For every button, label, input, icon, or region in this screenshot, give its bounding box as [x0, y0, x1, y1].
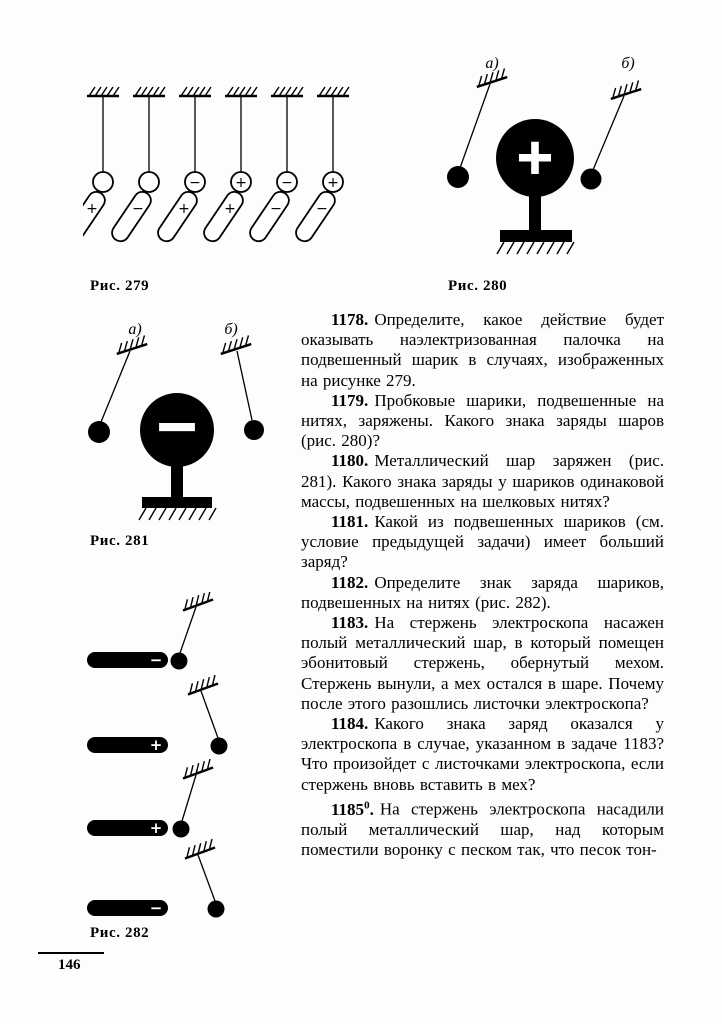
problem-text: Пробковые шарики, подвешенные на нитях, заряжены. Какого знака заряды шаров (рис. 280)? — [301, 390, 664, 451]
problem-number: 1184. — [331, 714, 369, 734]
string — [198, 855, 215, 901]
figure-281 — [85, 318, 290, 530]
suspended-ball — [171, 653, 188, 670]
big-ball-sign: + — [514, 129, 556, 185]
suspended-ball — [211, 738, 228, 755]
problem — [301, 512, 664, 573]
support-hatch-icon — [608, 80, 641, 98]
pendulum — [247, 87, 303, 245]
pendulum — [109, 87, 165, 245]
rod-sign: − — [149, 651, 163, 669]
figure-label-b: б) — [224, 321, 238, 338]
string — [180, 607, 196, 653]
support-hatch-icon — [317, 87, 349, 96]
problem — [301, 391, 664, 452]
suspended-ball — [208, 901, 225, 918]
problem-number: 1181. — [331, 512, 369, 532]
figure-280 — [440, 52, 670, 277]
problem — [301, 310, 664, 391]
figure-279-caption: Рис. 279 — [90, 278, 150, 294]
string — [593, 96, 624, 170]
suspended-ball — [139, 172, 159, 192]
rod-sign: − — [270, 201, 282, 217]
string — [101, 351, 130, 422]
problem-text: На стержень электроскопа насажен полый металлический шар, в который помещен эбонитовый стержень, обернутый мехом. Стержень вынули, а мех остался в шаре. Почему после этого разошлись листочки электроскопа? — [301, 613, 664, 713]
figure-282 — [85, 592, 260, 932]
rod-sign: + — [86, 201, 98, 217]
suspended-ball — [88, 421, 110, 443]
rod-ball-row — [87, 592, 213, 670]
problem-number: 1183. — [331, 613, 369, 633]
ground-hatch-icon — [497, 242, 574, 254]
pendulum — [293, 87, 349, 245]
suspended-ball — [173, 821, 190, 838]
problem — [301, 714, 664, 795]
rod-sign: + — [178, 201, 190, 217]
suspended-ball — [93, 172, 113, 192]
support-hatch-icon — [218, 335, 251, 353]
rod-sign: + — [149, 819, 163, 837]
rod-sign: − — [132, 201, 144, 217]
problem — [301, 573, 664, 613]
problem-text: Какого знака заряд оказался у электроскопа в случае, указанном в задаче 1183? Что произойдет с листочками электроскопа, если стержень вновь вставить в мех? — [301, 714, 664, 794]
problem-number: 1179. — [331, 390, 369, 410]
stand-base — [142, 497, 212, 508]
ball-sign: + — [327, 175, 339, 191]
page-number: 146 — [38, 952, 104, 974]
support-hatch-icon — [114, 335, 147, 353]
figure-label-a: а) — [485, 55, 499, 72]
rod-sign: − — [316, 201, 328, 217]
big-ball-sign: − — [154, 394, 200, 457]
suspended-ball — [244, 420, 264, 440]
stand-stem — [529, 195, 541, 231]
rod-sign: − — [149, 899, 163, 917]
figure-label-a: а) — [128, 321, 142, 338]
figure-281-caption: Рис. 281 — [90, 533, 150, 549]
support-hatch-icon — [271, 87, 303, 96]
figure-282-caption: Рис. 282 — [90, 925, 150, 941]
support-hatch-icon — [225, 87, 257, 96]
support-hatch-icon — [180, 592, 213, 610]
problem — [301, 613, 664, 714]
problem-number: 1182. — [331, 572, 369, 592]
ball-sign: − — [281, 175, 293, 191]
support-hatch-icon — [87, 87, 119, 96]
rod-ball-row — [87, 839, 225, 917]
stand-stem — [171, 465, 183, 497]
ball-sign: + — [235, 175, 247, 191]
problem-text: Металлический шар заряжен (рис. 281). Какого знака заряды у шариков одинаковой массы, подвешенных на шелковых нитях? — [301, 451, 664, 511]
rod-ball-row — [87, 759, 213, 837]
ball-sign: − — [189, 175, 201, 191]
string — [460, 84, 490, 168]
problem — [301, 795, 664, 860]
problem-number: 1178. — [331, 310, 369, 329]
problem-text: Определите знак заряда шариков, подвешенных на нитях (рис. 282). — [301, 572, 664, 612]
string — [201, 691, 218, 738]
problem-text: На стержень электроскопа насадили полый металлический шар, над которым поместили воронку с песком так, что песок тон- — [301, 799, 664, 859]
string — [182, 775, 196, 821]
problem-number: 1185$^0$. — [331, 798, 374, 819]
suspended-ball — [581, 169, 602, 190]
string — [237, 351, 252, 420]
support-hatch-icon — [133, 87, 165, 96]
rod-sign: + — [149, 736, 163, 754]
figure-label-b: б) — [621, 55, 635, 72]
problem-text: Определите, какое действие будет оказывать наэлектризованная палочка на подвешенный шарик в случаях, изображенных на рисунке 279. — [301, 310, 664, 390]
problem — [301, 451, 664, 512]
pendulum — [155, 87, 211, 245]
figure-279 — [83, 82, 353, 282]
support-hatch-icon — [179, 87, 211, 96]
pendulum — [201, 87, 257, 245]
problems-column — [301, 310, 664, 860]
rod-sign: + — [224, 201, 236, 217]
stand-base — [500, 230, 572, 242]
ground-hatch-icon — [139, 508, 216, 520]
problem-number: 1180. — [331, 451, 369, 471]
suspended-ball — [447, 166, 469, 188]
figure-280-caption: Рис. 280 — [448, 278, 508, 294]
rod-ball-row — [87, 675, 228, 754]
problem-text: Какой из подвешенных шариков (см. условие предыдущей задачи) имеет больший заряд? — [301, 512, 664, 572]
pendulum — [83, 87, 119, 245]
